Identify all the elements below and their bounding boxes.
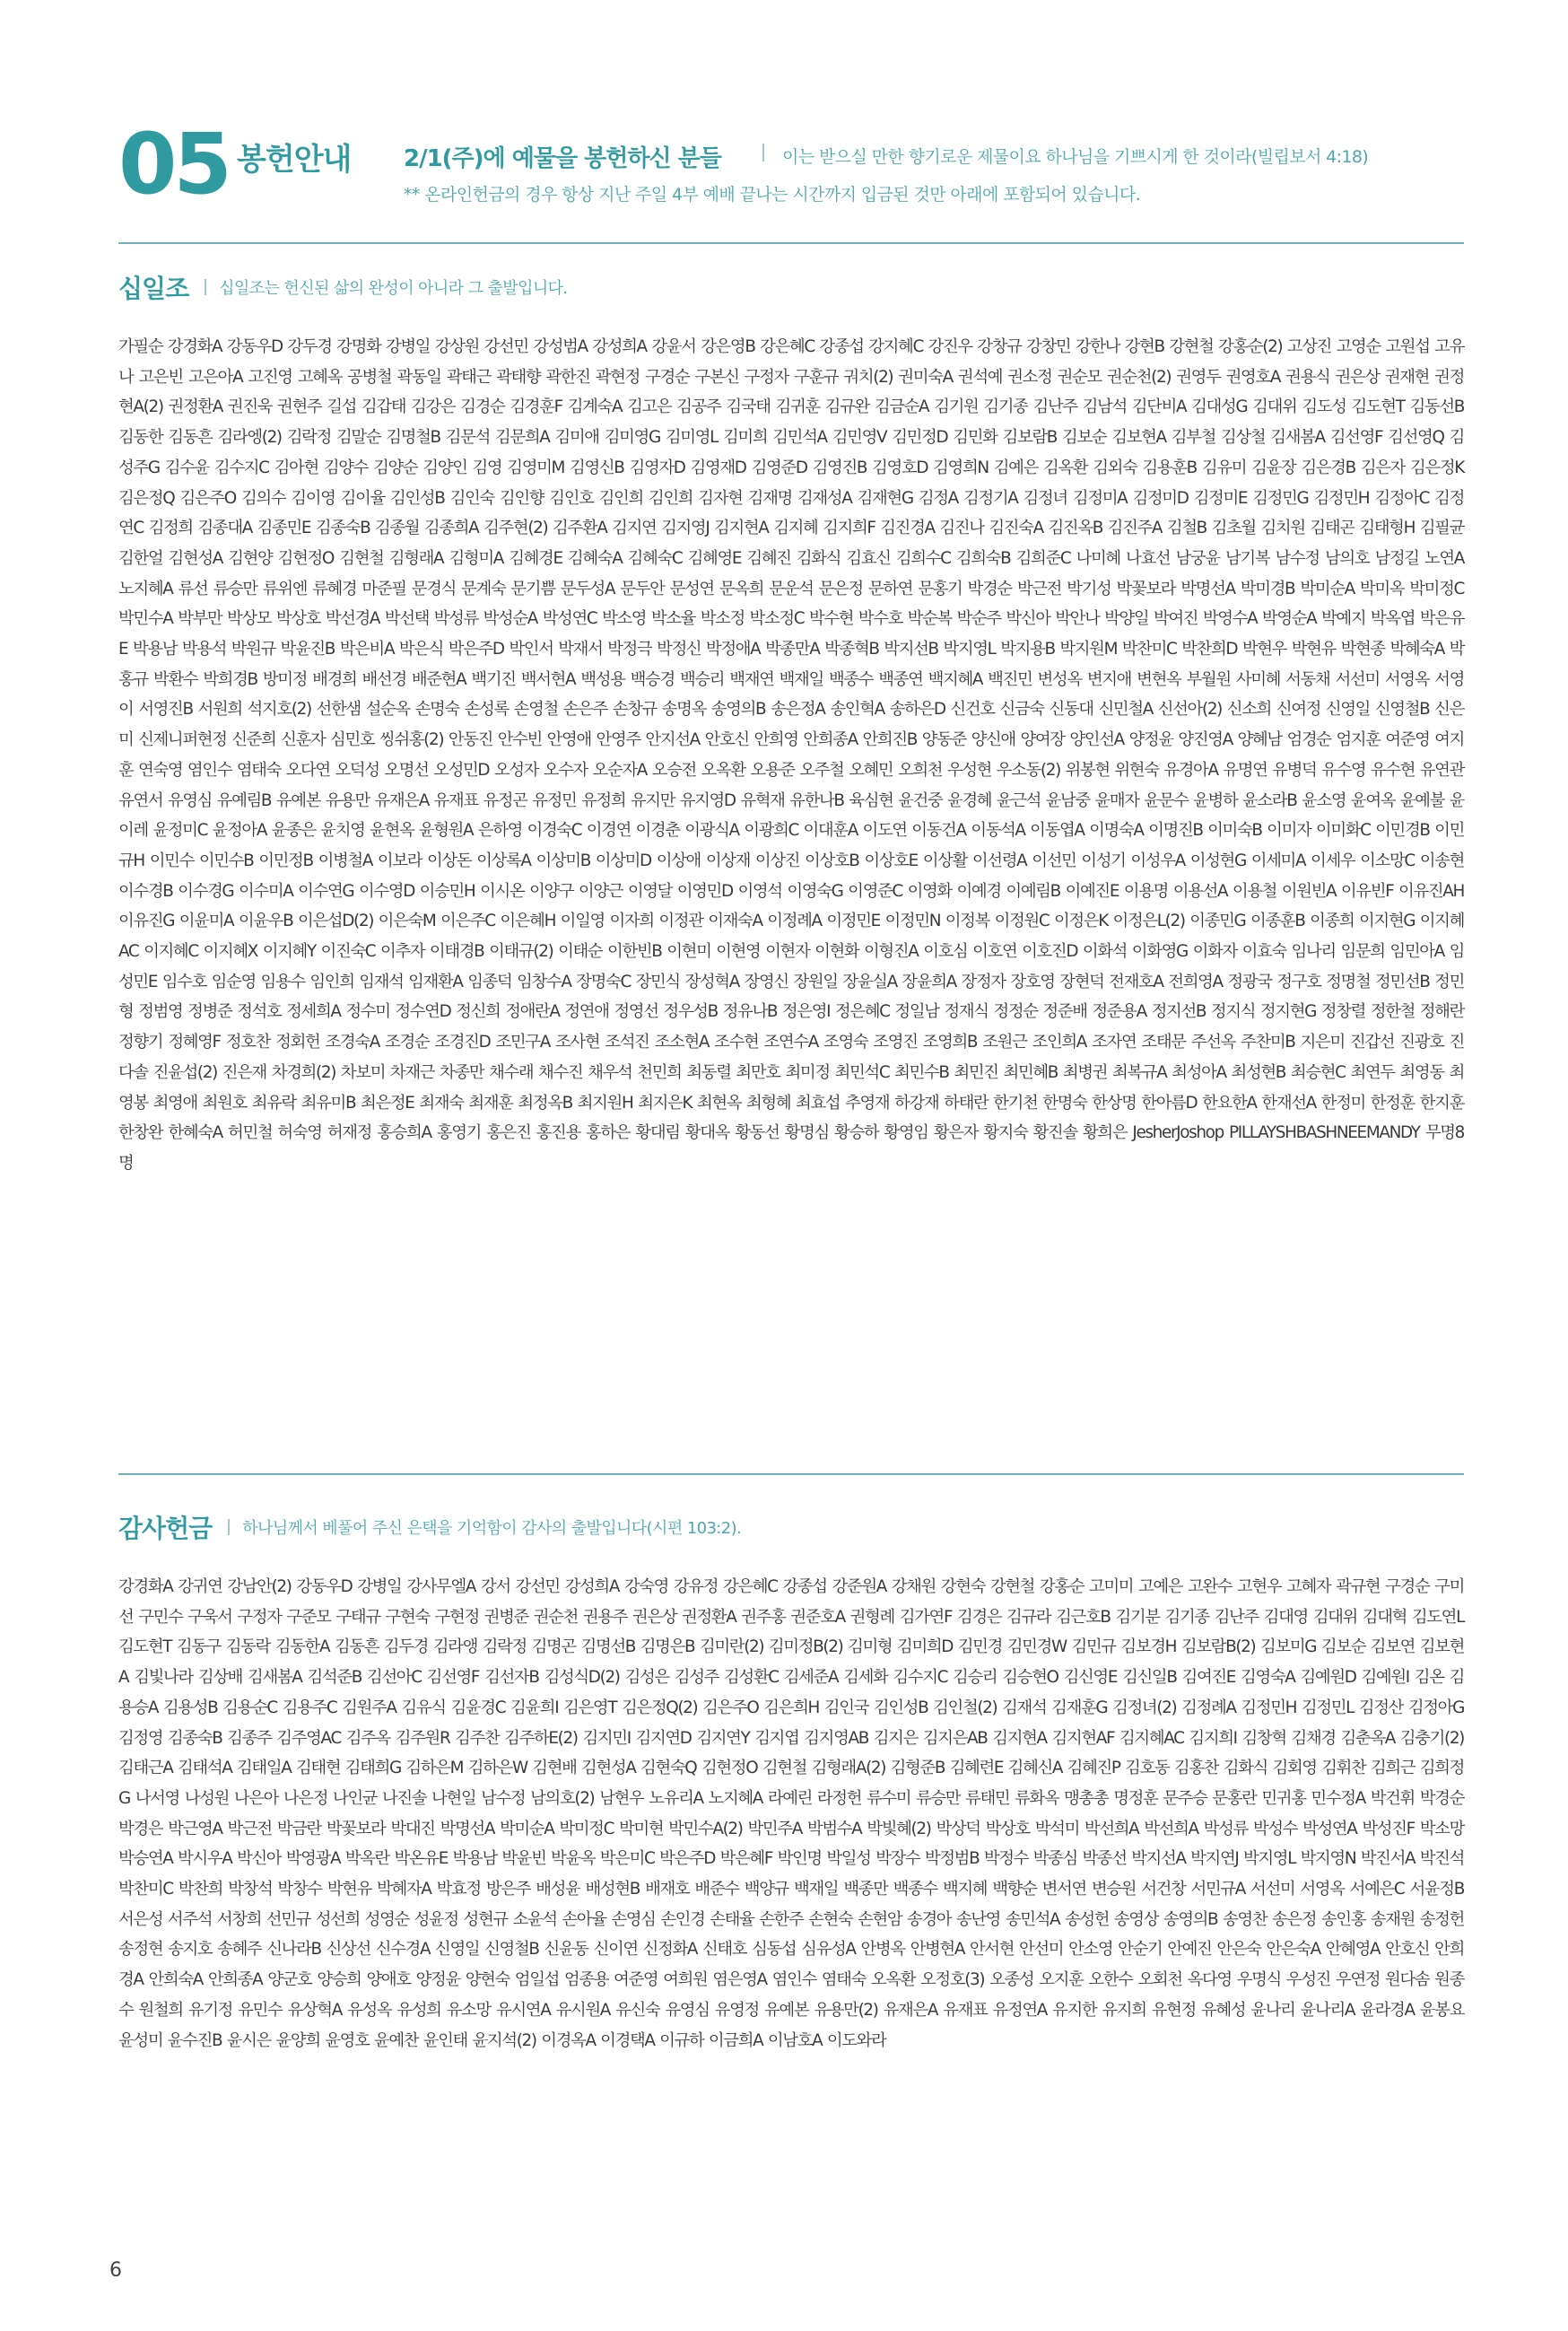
thanks-title: 감사헌금	[118, 1514, 213, 1543]
page-number: 6	[109, 2259, 122, 2282]
thanks-heading	[118, 1509, 741, 1545]
page-title: 2/1(주)에 예물을 봉헌하신 분들	[404, 145, 721, 172]
thanks-donor-list: 강경화A 강귀연 강남안(2) 강동우D 강병일 강사무엘A 강서 강선민 강성희A 강숙영 강유정 강은혜C 강종섭 강준원A 강채원 강현숙 강현철 강홍순 고미미 고예은 고완수 고현우 고혜자 곽규현 구경순 구미선 구민수 구욱서 구정자 구준모 구태규 구현숙 구현정 권병준 권순천 권용주 권은상 권정환A 권주홍 권준호A 권형례 김가연F 김경은 김규라 김근호B 김기분 김기종 김난주 김대영 김대위 김대혁 김도연L 김도현T 김동구 김동락 김동한A 김동흔 김두경 김라앵 김락정 김명곤 김명선B 김명은B 김미란(2) 김미정B(2) 김미형 김미희D 김민경 김민경W 김민규 김보경H 김보람B(2) 김보미G 김보순 김보연 김보현A 김빛나라 김상배 김새봄A 김석준B 김선아C 김선영F 김선자B 김성식D(2) 김성은 김성주 김성환C 김세준A 김세화 김수지C 김승리 김승현O 김신영E 김신일B 김여진E 김영숙A 김예원D 김예원I 김온 김용승A 김용성B 김용순C 김용주C 김원주A 김유식 김윤경C 김윤희I 김은영T 김은정Q(2) 김은주O 김은희H 김인국 김인성B 김인철(2) 김재석 김재훈G 김정녀(2) 김정례A 김정민H 김정민L 김정산 김정아G 김정영 김종숙B 김종주 김주영AC 김주옥 김주원R 김주찬 김주하E(2) 김지민I 김지연D 김지연Y 김지엽 김지영AB 김지은 김지은AB 김지현A 김지현AF 김지혜AC 김지희I 김창혁 김채경 김춘옥A 김충기(2) 김태근A 김태석A 김태일A 김태현 김태희G 김하은M 김하은W 김현배 김현성A 김현숙Q 김현정O 김현철 김형래A(2) 김형준B 김혜련E 김혜신A 김혜진P 김호동 김홍찬 김화식 김회영 김휘찬 김희근 김희정G 나서영 나성원 나은아 나은정 나인균 나진솔 나현일 남수정 남의호(2) 남현우 노유리A 노지혜A 라예린 라정헌 류수미 류승만 류태민 류화옥 맹총총 명정훈 문주승 문홍란 민귀홍 민수정A 박건휘 박경순 박경은 박근영A 박근전 박금란 박꽃보라 박대진 박명선A 박미순A 박미정C 박미현 박민수A(2) 박민주A 박범수A 박빛혜(2) 박상덕 박상호 박석미 박선희A 박선희A 박성류 박성수 박성연A 박성진F 박소망 박승연A 박시우A 박신아 박영광A 박옥란 박온유E 박용남 박윤빈 박윤옥 박은미C 박은주D 박은혜F 박인명 박일성 박장수 박정범B 박정수 박종심 박종선 박지선A 박지연J 박지영L 박지영N 박진서A 박진석 박찬미C 박찬희 박창석 박창수 박현유 박혜자A 박효정 방은주 배성윤 배성현B 배재호 배준수 백양규 백재일 백종만 백종수 백지혜 백향순 변서연 변승원 서건창 서민규A 서선미 서영옥 서예은C 서윤정B 서은성 서주석 서창희 선민규 성선희 성영순 성윤정 성현규 소윤석 손아율 손영심 손인경 손태율 손한주 손현숙 손현암 송경아 송난영 송민석A 송성헌 송영상 송영의B 송영찬 송은정 송인홍 송재원 송정헌 송정현 송지호 송혜주 신나라B 신상선 신수경A 신영일 신영철B 신윤동 신이연 신정화A 신태호 심동섭 심유성A 안병옥 안병현A 안서현 안선미 안소영 안순기 안예진 안은숙 안은숙A 안혜영A 안호신 안희경A 안희숙A 안희종A 양군호 양승희 양애호 양정윤 양현숙 엄일섭 엄종용 여준영 여희원 염은영A 염인수 염태숙 오옥환 오정호(3) 오종성 오지훈 오한수 오회천 옥다영 우명식 우성진 우연정 원다솜 원종수 원철희 유기정 유민수 유상혁A 유성옥 유성희 유소망 유시연A 유시원A 유신숙 유영심 유영정 유예본 유용만(2) 유재은A 유재표 유정연A 유지한 유지희 유현정 유혜성 윤나리 윤나리A 윤라경A 윤봉요 윤성미 윤수진B 윤시은 윤양희 윤영호 윤예찬 윤인태 윤지석(2) 이경옥A 이경택A 이규하 이금희A 이남호A 이도와라	[118, 1577, 1464, 2050]
tithe-heading	[118, 269, 568, 305]
section-label: 봉헌안내	[237, 142, 352, 178]
header-scripture: 이는 받으실 만한 향기로운 제물이요 하나님을 기쁘시게 한 것이라(빌립보서 4:18)	[782, 147, 1369, 167]
section-header	[118, 116, 1464, 221]
tithe-subtitle: 십일조는 헌신된 삶의 완성이 아니라 그 출발입니다.	[219, 279, 568, 298]
online-offering-note: ** 온라인헌금의 경우 항상 지난 주일 4부 예배 끝나는 시간까지 입금된 것만 아래에 포함되어 있습니다.	[404, 185, 1141, 205]
thanks-subtitle: 하나님께서 베풀어 주신 은택을 기억함이 감사의 출발입니다(시편 103:2).	[242, 1519, 742, 1538]
header-rule	[118, 242, 1464, 244]
section-number: 05	[118, 116, 229, 214]
section-rule	[118, 1473, 1464, 1475]
tithe-title: 십일조	[118, 274, 189, 303]
header-divider	[762, 144, 764, 162]
tithe-donor-list: 가필순 강경화A 강동우D 강두경 강명화 강병일 강상원 강선민 강성범A 강성희A 강윤서 강은영B 강은혜C 강종섭 강지혜C 강진우 강창규 강창민 강한나 강현B 강현철 강홍순(2) 고상진 고영순 고원섭 고유나 고은빈 고은아A 고진영 고혜옥 공병철 곽동일 곽태근 곽태향 곽한진 곽현정 구경순 구본신 구정자 구훈규 궈치(2) 권미숙A 권석예 권소정 권순모 권순천(2) 권영두 권영호A 권용식 권은상 권재현 권정현A(2) 권정환A 권진욱 권현주 길섭 김갑태 김강은 김경순 김경훈F 김계숙A 김고은 김공주 김국태 김귀훈 김규완 김금순A 김기원 김기종 김난주 김남석 김단비A 김대성G 김대위 김도성 김도현T 김동선B 김동한 김동흔 김라엥(2) 김락정 김말순 김명철B 김문석 김문희A 김미애 김미영G 김미영L 김미희 김민석A 김민영V 김민정D 김민화 김보람B 김보순 김보현A 김부철 김상철 김새봄A 김선영F 김선영Q 김성주G 김수윤 김수지C 김아현 김양수 김양순 김양인 김영 김영미M 김영신B 김영자D 김영재D 김영준D 김영진B 김영호D 김영희N 김예은 김옥환 김외숙 김용훈B 김유미 김윤장 김은경B 김은자 김은정K 김은정Q 김은주O 김의수 김이영 김이율 김인성B 김인숙 김인향 김인호 김인희 김인희 김자현 김재명 김재성A 김재현G 김정A 김정기A 김정녀 김정미A 김정미D 김정미E 김정민G 김정민H 김정아C 김정연C 김정희 김종대A 김종민E 김종숙B 김종월 김종희A 김주현(2) 김주환A 김지연 김지영J 김지현A 김지혜 김지희F 김진경A 김진나 김진숙A 김진옥B 김진주A 김철B 김초월 김치원 김태곤 김태형H 김필균 김한얼 김현성A 김현양 김현정O 김현철 김형래A 김형미A 김혜경E 김혜숙A 김혜숙C 김혜영E 김혜진 김화식 김효신 김희수C 김희숙B 김희준C 나미혜 나효선 남궁윤 남기복 남수정 남의호 남정길 노연A 노지혜A 류선 류승만 류위엔 류혜경 마준필 문경식 문계숙 문기쁨 문두성A 문두안 문성연 문옥희 문운석 문은정 문하연 문홍기 박경순 박근전 박기성 박꽃보라 박명선A 박미경B 박미순A 박미옥 박미정C 박민수A 박부만 박상모 박상호 박선경A 박선택 박성류 박성순A 박성연C 박소영 박소율 박소정 박소정C 박수현 박수호 박순복 박순주 박신아 박안나 박양일 박여진 박영수A 박영순A 박예지 박옥엽 박은유E 박용남 박용석 박원규 박윤진B 박은비A 박은식 박은주D 박인서 박재서 박정극 박정신 박정애A 박종만A 박종혁B 박지선B 박지영L 박지용B 박지원M 박찬미C 박찬희D 박현우 박현유 박현종 박혜숙A 박홍규 박환수 박희경B 방미정 배경희 배선경 배준현A 백기진 백서현A 백성용 백승경 백승리 백재연 백재일 백종수 백종연 백지혜A 백진민 변성옥 변지애 변현옥 부월원 사미혜 서동채 서선미 서영옥 서영이 서영진B 서원희 석지호(2) 선한샘 설순옥 손명숙 손성록 손영철 손은주 손창규 송명옥 송영의B 송은정A 송인혁A 송하은D 신건호 신금숙 신동대 신민철A 신선아(2) 신소희 신여정 신영일 신영철B 신은미 신제니퍼현정 신준희 신훈자 심민호 씽쉬홍(2) 안동진 안수빈 안영애 안영주 안지선A 안호신 안희영 안희종A 안희진B 양동준 양신애 양여장 양인선A 양정윤 양진영A 양혜남 엄경순 엄지훈 여준영 여지훈 연숙영 염인수 염태숙 오다연 오덕성 오명선 오성민D 오성자 오수자 오순자A 오승전 오옥환 오용준 오주철 오혜민 오희천 우성현 우소동(2) 위봉현 위현숙 유경아A 유명연 유병덕 유수영 유수현 유연관 유연서 유영심 유예림B 유예본 유용만 유재은A 유재표 유정곤 유정민 유정희 유지만 유지영D 유혁재 유한나B 육심현 윤건중 윤경혜 윤근석 윤남중 윤매자 윤문수 윤병하 윤소라B 윤소영 윤여옥 윤예불 윤이레 윤정미C 윤정아A 윤종은 윤치영 윤현옥 윤형원A 은하영 이경숙C 이경연 이경춘 이광식A 이광희C 이대훈A 이도연 이동건A 이동석A 이동엽A 이명숙A 이명진B 이미숙B 이미자 이미화C 이민경B 이민규H 이민수 이민수B 이민정B 이병철A 이보라 이상돈 이상록A 이상미B 이상미D 이상애 이상재 이상진 이상호B 이상호E 이상활 이선령A 이선민 이성기 이성우A 이성현G 이세미A 이세우 이소망C 이송현 이수경B 이수경G 이수미A 이수연G 이수영D 이승민H 이시온 이양구 이양근 이영달 이영민D 이영석 이영숙G 이영준C 이영화 이예경 이예림B 이예진E 이용명 이용선A 이용철 이원빈A 이유빈F 이유진AH 이유진G 이윤미A 이윤우B 이은섭D(2) 이은숙M 이은주C 이은혜H 이일영 이자희 이정관 이재숙A 이정례A 이정민E 이정민N 이정복 이정원C 이정은K 이정은L(2) 이종민G 이종훈B 이종희 이지현G 이지혜AC 이지혜C 이지혜X 이지혜Y 이진숙C 이추자 이태경B 이태규(2) 이태순 이한빈B 이현미 이현영 이현자 이현화 이형진A 이호심 이호연 이호진D 이화석 이화영G 이화자 이효숙 임나리 임문희 임민아A 임성민E 임수호 임순영 임용수 임인희 임재석 임재환A 임종덕 임창수A 장명숙C 장민식 장성혁A 장영신 장원일 장윤실A 장윤희A 장정자 장호영 장현덕 전재호A 전희영A 정광국 정구호 정명철 정민선B 정민형 정범영 정병준 정석호 정세희A 정수미 정수연D 정신희 정애란A 정연애 정영선 정우성B 정유나B 정은영I 정은혜C 정일남 정재식 정정순 정준배 정준용A 정지선B 정지식 정지현G 정창렬 정한철 정해란 정향기 정혜영F 정호찬 정회헌 조경숙A 조경순 조경진D 조민구A 조사현 조석진 조소현A 조수현 조연수A 조영숙 조영진 조영희B 조원근 조인희A 조자연 조태문 주선옥 주찬미B 지은미 진갑선 진광호 진다솔 진윤섭(2) 진은재 차경희(2) 차보미 차재근 차종만 채수래 채수진 채우석 천민희 최동렬 최만호 최미정 최민석C 최민수B 최민진 최민혜B 최병권 최복규A 최성아A 최성현B 최승현C 최연두 최영동 최영봉 최영애 최원호 최유락 최유미B 최은정E 최재숙 최재훈 최정옥B 최지원H 최지은K 최현옥 최형혜 최효섭 추영재 하강재 하태란 한기천 한명숙 한상명 한아름D 한요한A 한재선A 한정미 한정훈 한지훈 한창완 한혜숙A 허민철 허숙영 허재정 홍승희A 홍영기 홍은진 홍진용 홍하은 황대림 황대옥 황동선 황명심 황승하 황영임 황은자 황지숙 황진솔 황희은 JesherJoshop PILLAYSHBASHNEEMANDY 무명8명	[118, 337, 1465, 1173]
thanks-heading-divider	[228, 1519, 230, 1535]
tithe-heading-divider	[205, 279, 206, 295]
